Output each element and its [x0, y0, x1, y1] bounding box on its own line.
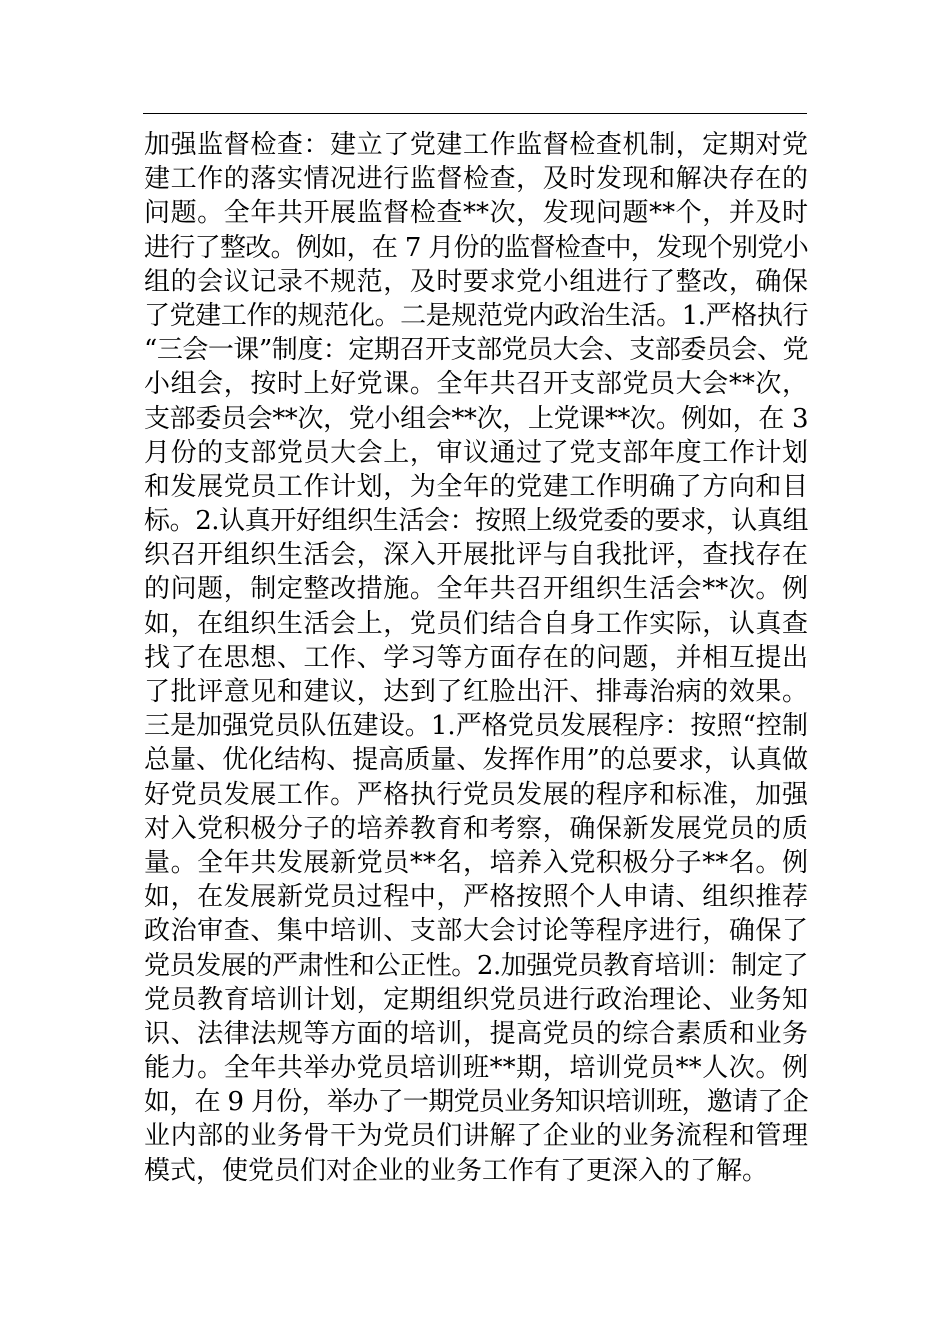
text-line: 了批评意见和建议，达到了红脸出汗、排毒治病的效果。 — [144, 677, 808, 707]
text-line: 业内部的业务骨干为党员们讲解了企业的业务流程和管理 — [144, 1121, 808, 1152]
text-line: 问题。全年共开展监督检查**次，发现问题**个，并及时 — [144, 198, 808, 229]
text-line: 和发展党员工作计划，为全年的党建工作明确了方向和目 — [144, 471, 808, 502]
text-line: 支部委员会**次，党小组会**次，上党课**次。例如，在 3 — [144, 403, 808, 434]
text-line: 建工作的落实情况进行监督检查，及时发现和解决存在的 — [144, 164, 808, 195]
text-line: 对入党积极分子的培养教育和考察，确保新发展党员的质 — [144, 813, 808, 844]
text-line: 加强监督检查：建立了党建工作监督检查机制，定期对党 — [144, 130, 808, 160]
body-paragraph — [144, 128, 808, 1188]
text-line: 好党员发展工作。严格执行党员发展的程序和标准，加强 — [144, 779, 808, 810]
text-line: 的问题，制定整改措施。全年共召开组织生活会**次。例 — [144, 574, 808, 605]
text-line: 如，在 9 月份，举办了一期党员业务知识培训班，邀请了企 — [144, 1087, 808, 1118]
text-line: 组的会议记录不规范，及时要求党小组进行了整改，确保 — [144, 266, 808, 297]
text-line: 找了在思想、工作、学习等方面存在的问题，并相互提出 — [144, 642, 808, 673]
text-line: 党员教育培训计划，定期组织党员进行政治理论、业务知 — [144, 984, 808, 1015]
text-line: 三是加强党员队伍建设。1.严格党员发展程序：按照“控制 — [144, 711, 808, 742]
text-line: 如，在组织生活会上，党员们结合自身工作实际，认真查 — [144, 608, 808, 639]
text-line: 标。2.认真开好组织生活会：按照上级党委的要求，认真组 — [144, 506, 808, 537]
text-line: 党员发展的严肃性和公正性。2.加强党员教育培训：制定了 — [144, 950, 808, 981]
text-line: 总量、优化结构、提高质量、发挥作用”的总要求，认真做 — [144, 745, 808, 776]
text-line: 织召开组织生活会，深入开展批评与自我批评，查找存在 — [144, 540, 808, 571]
text-line: 了党建工作的规范化。二是规范党内政治生活。1.严格执行 — [144, 300, 808, 331]
text-line: 政治审查、集中培训、支部大会讨论等程序进行，确保了 — [144, 916, 808, 947]
text-line: “三会一课”制度：定期召开支部党员大会、支部委员会、党 — [144, 335, 808, 366]
text-line: 能力。全年共举办党员培训班**期，培训党员**人次。例 — [144, 1053, 808, 1084]
text-line: 识、法律法规等方面的培训，提高党员的综合素质和业务 — [144, 1018, 808, 1049]
text-line: 月份的支部党员大会上，审议通过了党支部年度工作计划 — [144, 437, 808, 468]
text-line: 小组会，按时上好党课。全年共召开支部党员大会**次， — [144, 369, 808, 400]
text-line: 模式，使党员们对企业的业务工作有了更深入的了解。 — [144, 1155, 769, 1186]
text-line: 如，在发展新党员过程中，严格按照个人申请、组织推荐 — [144, 882, 808, 913]
text-line: 进行了整改。例如，在 7 月份的监督检查中，发现个别党小 — [144, 232, 808, 263]
header-rule — [143, 113, 807, 114]
text-line: 量。全年共发展新党员**名，培养入党积极分子**名。例 — [144, 847, 808, 878]
